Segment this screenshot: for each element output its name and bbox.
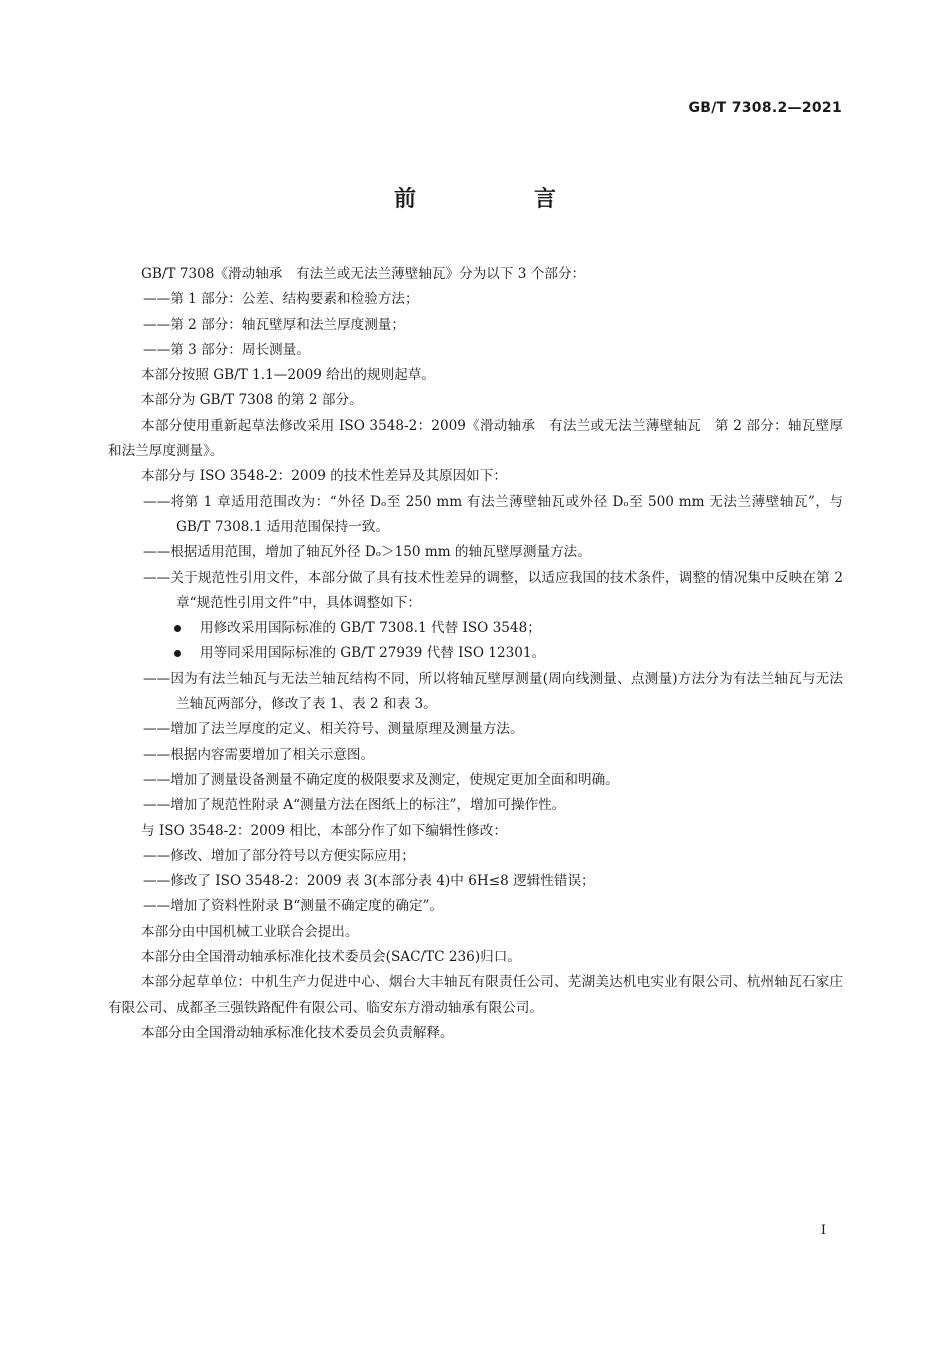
page-title: 前 言	[393, 187, 604, 212]
bullet-text: 用修改采用国际标准的 GB/T 7308.1 代替 ISO 3548；	[200, 620, 541, 637]
page-number: I	[820, 1223, 826, 1238]
dash-item: ——第 2 部分：轴瓦壁厚和法兰厚度测量；	[143, 316, 405, 333]
document-code: GB/T 7308.2—2021	[688, 100, 842, 116]
paragraph: 本部分为 GB/T 7308 的第 2 部分。	[141, 392, 363, 409]
bullet-item	[108, 616, 843, 641]
paragraph: 本部分按照 GB/T 1.1—2009 给出的规则起草。	[141, 367, 435, 384]
paragraph: 本部分使用重新起草法修改采用 ISO 3548-2：2009《滑动轴承 有法兰或无法兰薄壁轴瓦 第 2 部分：轴瓦壁厚和法兰厚度测量》。	[108, 417, 843, 460]
dash-item: ——第 3 部分：周长测量。	[143, 341, 310, 358]
dash-item: ——根据适用范围，增加了轴瓦外径 Dₒ＞150 mm 的轴瓦壁厚测量方法。	[143, 544, 591, 561]
dash-item: ——因为有法兰轴瓦与无法兰轴瓦结构不同，所以将轴瓦壁厚测量(周向线测量、点测量)方法分为有法兰轴瓦与无法兰轴瓦两部分，修改了表 1、表 2 和表 3。	[143, 670, 843, 713]
paragraph: 本部分与 ISO 3548-2：2009 的技术性差异及其原因如下：	[141, 468, 507, 485]
paragraph: 本部分起草单位：中机生产力促进中心、烟台大丰轴瓦有限责任公司、芜湖美达机电实业有限公司、杭州轴瓦石家庄有限公司、成都圣三强铁路配件有限公司、临安东方滑动轴承有限公司。	[108, 974, 843, 1016]
bullet-item	[108, 641, 843, 666]
paragraph: 本部分由中国机械工业联合会提出。	[141, 923, 359, 940]
dash-item: ——根据内容需要增加了相关示意图。	[143, 746, 375, 763]
foreword-body	[108, 262, 843, 1046]
paragraph: GB/T 7308《滑动轴承 有法兰或无法兰薄壁轴瓦》分为以下 3 个部分：	[141, 266, 586, 282]
dash-item: ——第 1 部分：公差、结构要素和检验方法；	[143, 291, 419, 308]
dash-item: ——将第 1 章适用范围改为：“外径 Dₒ至 250 mm 有法兰薄壁轴瓦或外径 Dₒ至 500 mm 无法兰薄壁轴瓦”，与 GB/T 7308.1 适用范围保持一致。	[143, 493, 843, 535]
bullet-dot-icon	[174, 625, 181, 632]
dash-item: ——增加了规范性附录 A“测量方法在图纸上的标注”，增加可操作性。	[143, 797, 566, 814]
paragraph: 本部分由全国滑动轴承标准化技术委员会负责解释。	[141, 1024, 454, 1041]
paragraph: 本部分由全国滑动轴承标准化技术委员会(SAC/TC 236)归口。	[141, 949, 521, 966]
dash-item: ——增加了法兰厚度的定义、相关符号、测量原理及测量方法。	[143, 721, 524, 738]
dash-item: ——增加了测量设备测量不确定度的极限要求及测定，使规定更加全面和明确。	[143, 771, 619, 788]
dash-item: ——修改了 ISO 3548-2：2009 表 3(本部分表 4)中 6H≤8 逻辑性错误；	[143, 873, 595, 890]
dash-item: ——关于规范性引用文件，本部分做了具有技术性差异的调整，以适应我国的技术条件，调整的情况集中反映在第 2 章“规范性引用文件”中，具体调整如下：	[143, 569, 843, 611]
dash-item: ——增加了资料性附录 B“测量不确定度的确定”。	[143, 898, 444, 915]
bullet-text: 用等同采用国际标准的 GB/T 27939 代替 ISO 12301。	[200, 645, 546, 662]
bullet-dot-icon	[174, 650, 181, 657]
paragraph: 与 ISO 3548-2：2009 相比，本部分作了如下编辑性修改：	[141, 822, 507, 839]
dash-item: ——修改、增加了部分符号以方便实际应用；	[143, 847, 415, 864]
